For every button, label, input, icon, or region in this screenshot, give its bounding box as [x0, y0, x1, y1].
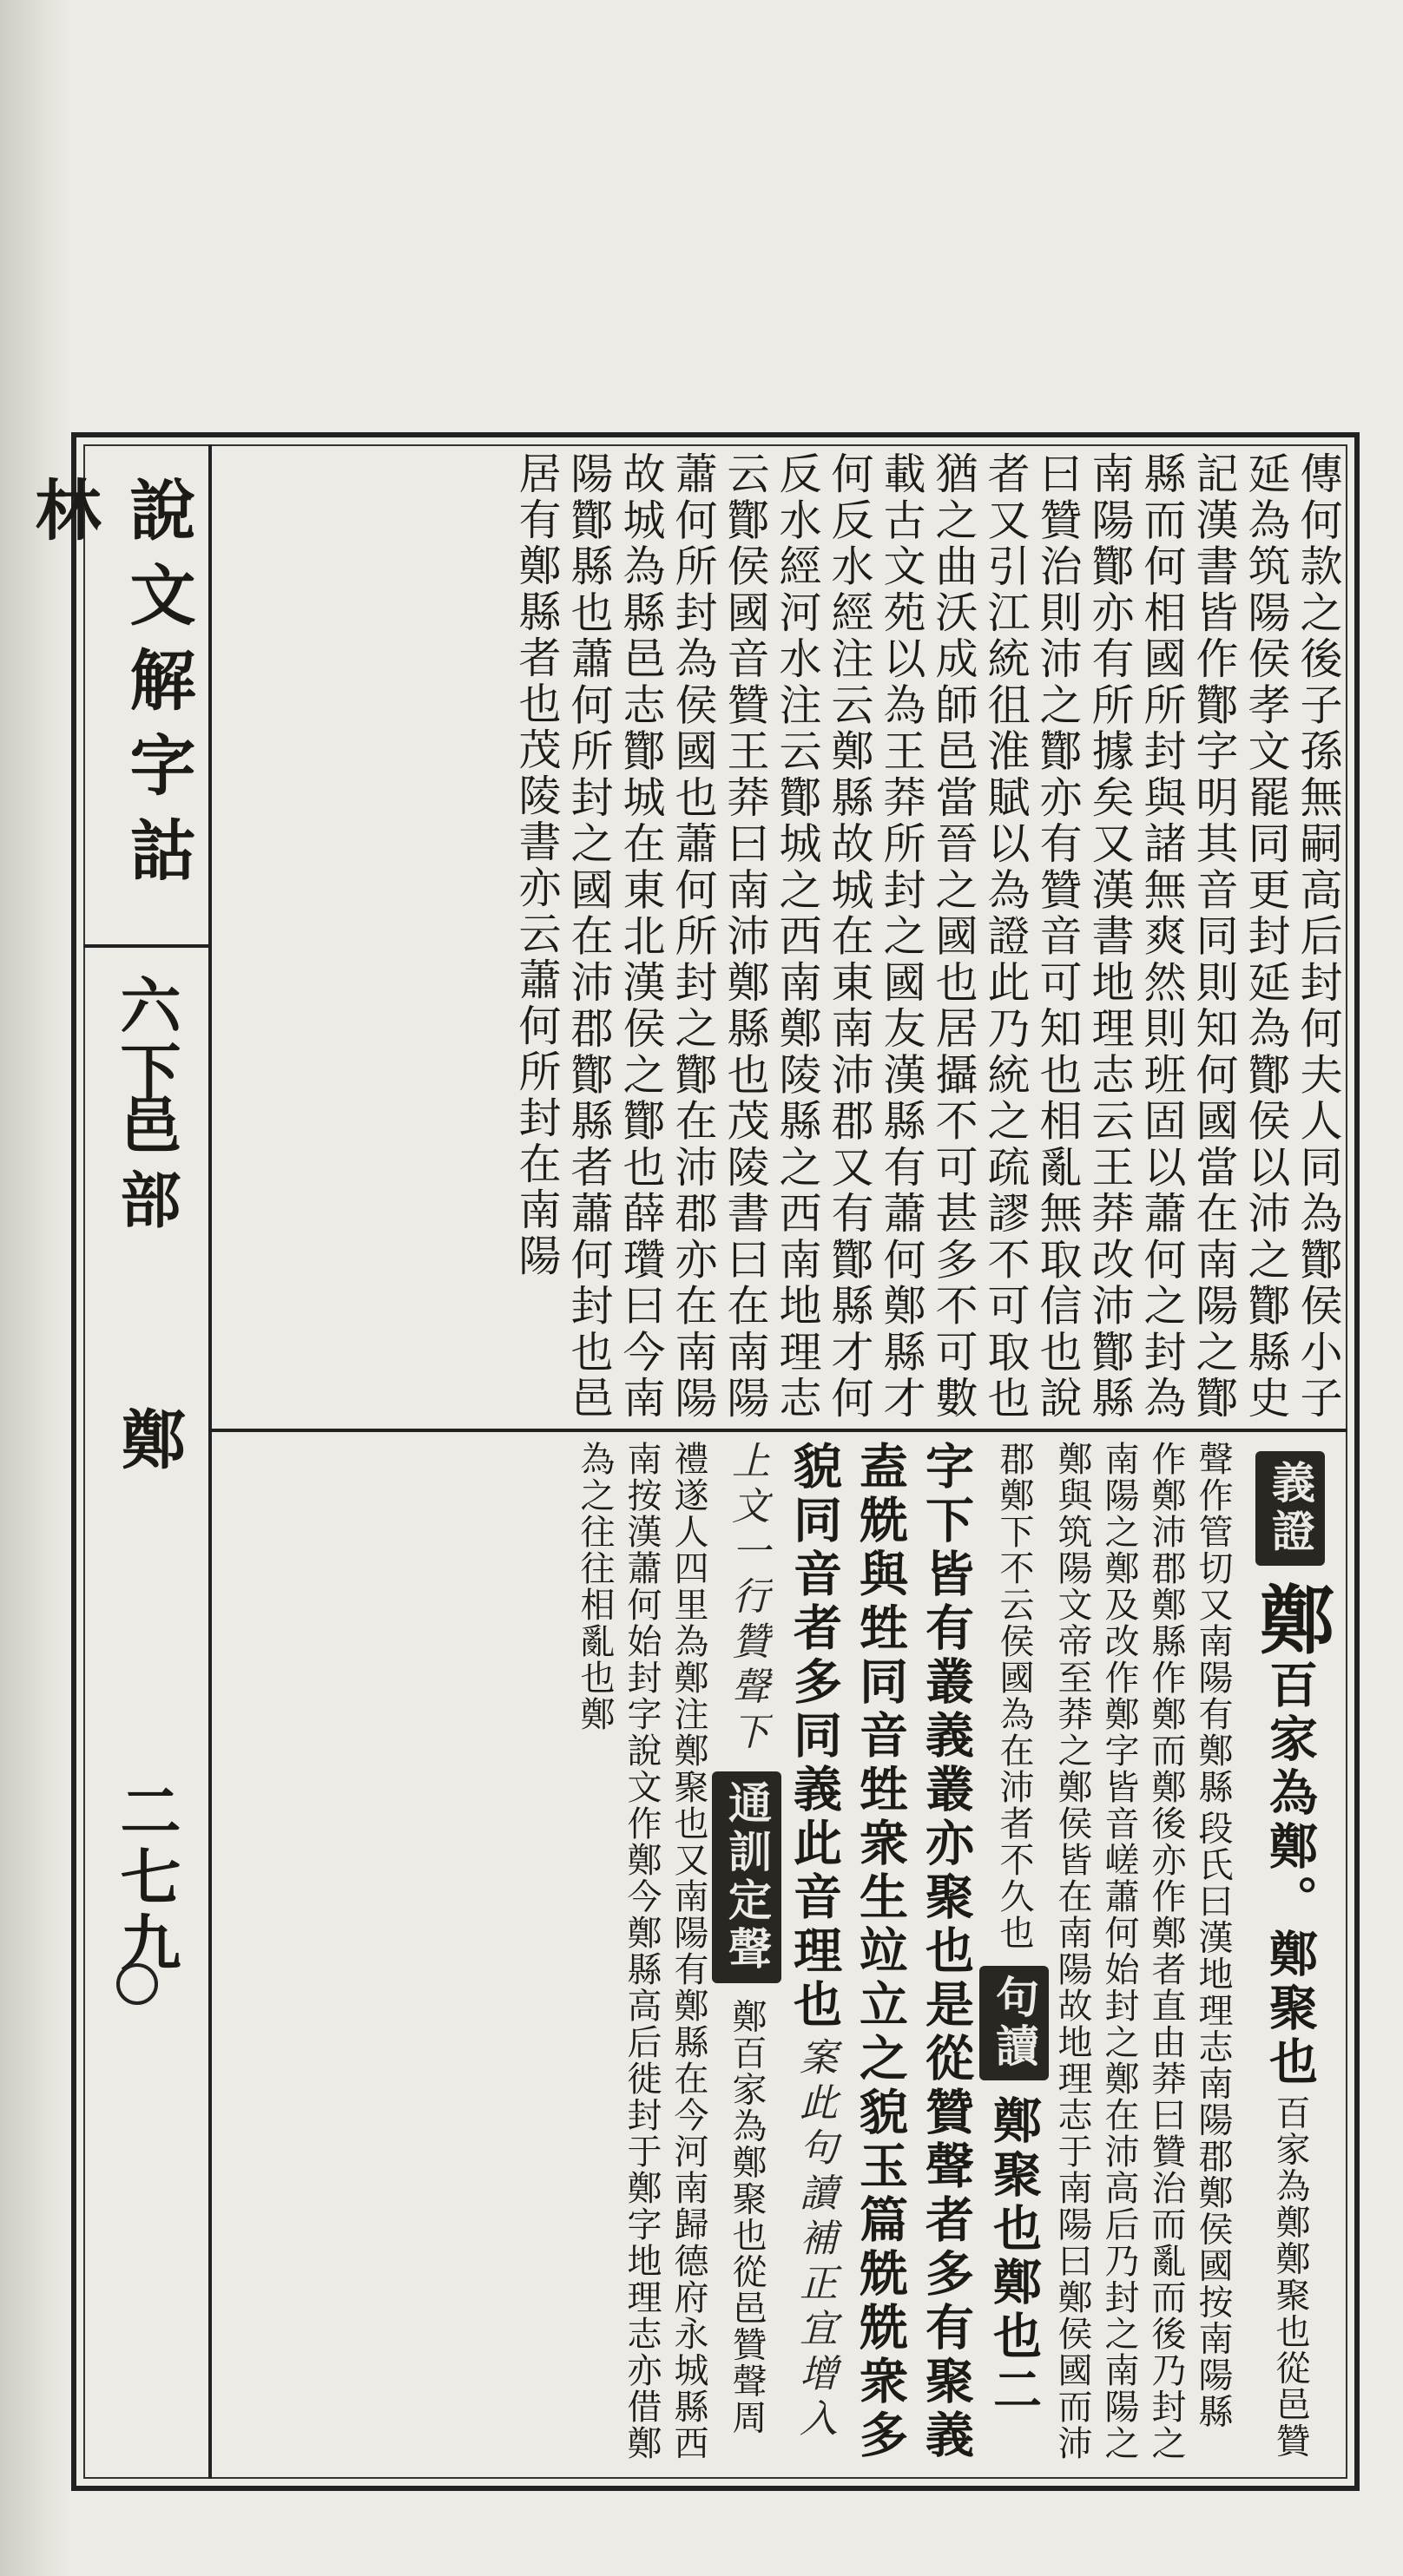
upper-register-text: 傳何款之後子孫無嗣高后封何夫人同為酇侯小子延為筑陽侯孝文罷同更封延為酇侯以沛之酇縣史記漢書皆作酇字明其音同則知何國當在南陽之酇縣而何相國所封與諸無爽然則班固以蕭何之封為南陽酇亦有所據矣又漢書地理志云王莽改沛酇縣曰贊治則沛之酇亦有贊音可知也相亂無取信也說者又引江統徂淮賦以為證此乃統之疏謬不可取也猶之曲沃成師邑當晉之國也居攝不可甚多不可數載古文苑以為王莽所封之國友漢縣有蕭何鄭縣才何反水經注云鄭縣故城在東南沛郡又有酇縣才何反水經河水注云酇城之西南鄭陵縣之西南地理志云酇侯國音贊王莽曰南沛鄭縣也茂陵書曰在南陽蕭何所封為侯國也蕭何所封之酇在沛郡亦在南陽故城為縣邑志酇城在東北漢侯之酇也薛瓚曰今南陽酇縣也蕭何所封之國在沛郡酇縣者蕭何封也邑居有鄭縣者也茂陵書亦云蕭何所封在南陽: [512, 451, 1343, 1422]
tongxun-label: 通訓定聲: [712, 1771, 781, 1983]
yizheng-text: 段氏曰漢地理志南陽郡鄭侯國按南陽縣作鄭沛郡鄭縣作鄭而鄭後亦作鄭者直由莽曰贊治而亂而後乃封之南陽之鄭及改作鄭字皆音嵯蕭何始封之鄭在沛高后乃封之南陽之鄭與筑陽文帝至莽之鄭侯皆在南陽故地理志于南陽曰鄭侯國而沛郡鄭下不云侯國為在沛者不久也: [994, 1441, 1233, 2461]
radical-section: 邑部: [110, 1094, 182, 1243]
handwritten-note: 案此句讀補正宜增入上文一行贊聲下: [725, 1441, 837, 2444]
judu-text: 鄭聚也鄭也二字下皆有叢義叢亦聚也是從贊聲者多有聚義盍兟與甡同音甡衆生竝立之貌玉篇兟兟衆多貌同音者多同義此音理也: [786, 1441, 1043, 2463]
seal-script-char: 鄭: [1247, 1580, 1334, 1656]
entry-head-char: 鄭: [111, 1406, 186, 1470]
book-gutter: [0, 0, 71, 2576]
entry-annotation: 百家為鄭鄭聚也從邑贊聲作管切又南陽有鄭縣: [1193, 1441, 1310, 2460]
register-divider: [212, 1429, 1347, 1432]
page-circle-mark: [116, 1963, 158, 2005]
page-number: 二七九: [110, 1779, 182, 1977]
seal-glossary: 百家為鄭。鄭聚也: [1261, 1659, 1319, 2091]
book-title: 說文解字詁: [119, 476, 196, 901]
tongxun-text: 鄭百家為鄭聚也從邑贊聲周禮遂人四里為鄭注鄭聚也又南陽有鄭縣在今河南歸德府永城縣西南按漢蕭何始封字說文作鄭今鄭縣高后徙封于鄭字地理志亦借鄭為之往往相亂也鄭: [575, 1441, 767, 2461]
lower-register: [224, 1441, 1344, 2465]
yizheng-label: 義證: [1255, 1451, 1325, 1566]
judu-label: 句讀: [979, 1966, 1049, 2080]
margin-divider: [83, 944, 212, 948]
juan-number: 六下: [110, 974, 182, 1106]
